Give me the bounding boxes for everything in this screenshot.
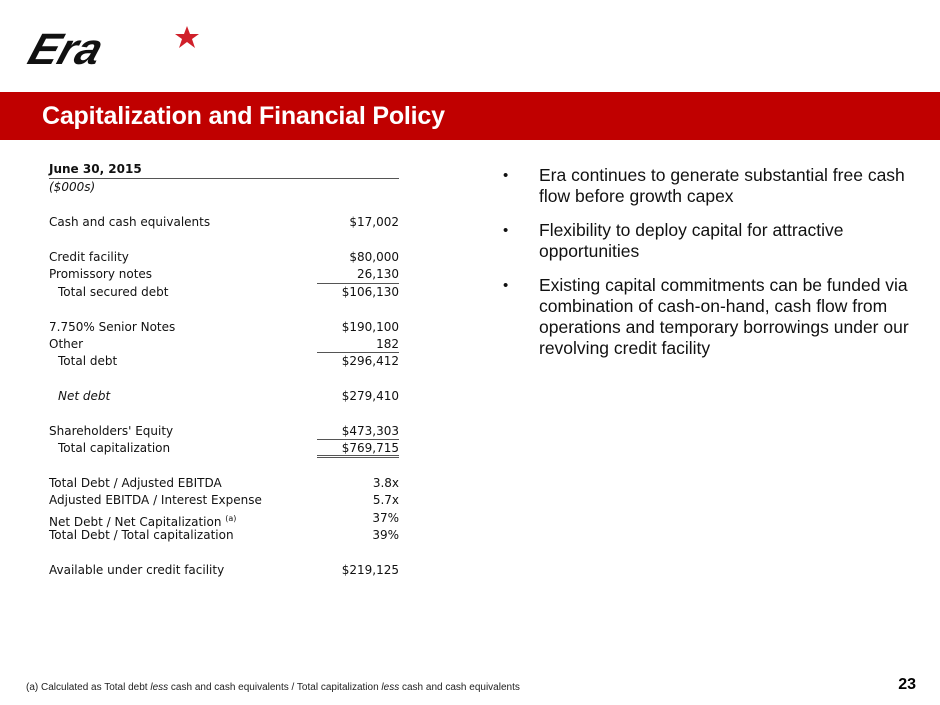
- table-row: Net debt $279,410: [58, 389, 399, 404]
- table-row: Available under credit facility $219,125: [49, 562, 399, 577]
- table-row: Shareholders' Equity $473,303: [49, 423, 399, 440]
- era-logo: [24, 20, 204, 72]
- table-row: Total Debt / Adjusted EBITDA 3.8x: [49, 476, 399, 491]
- footnote-marker: (a): [225, 513, 237, 523]
- capitalization-table: [49, 161, 399, 579]
- bullet-icon: •: [503, 167, 509, 184]
- era-logo-icon: [24, 20, 204, 72]
- table-row: Total Debt / Total capitalization 39%: [49, 528, 399, 543]
- table-row: Total debt $296,412: [58, 354, 399, 369]
- bullet-list: [503, 165, 913, 372]
- svg-text:Era: Era: [24, 24, 110, 72]
- table-header-date: June 30, 2015: [49, 161, 399, 179]
- title-bar: [0, 92, 940, 140]
- bullet-icon: •: [503, 277, 509, 294]
- table-row: Promissory notes 26,130: [49, 266, 399, 283]
- table-row: Credit facility $80,000: [49, 249, 399, 264]
- table-row: 7.750% Senior Notes $190,100: [49, 319, 399, 334]
- bullet-item: • Existing capital commitments can be funded via combination of cash-on-hand, cash flow from operations and temporary borrowings under our revolving credit facility: [503, 275, 909, 358]
- table-row: Cash and cash equivalents $17,002: [49, 215, 399, 230]
- table-row: Adjusted EBITDA / Interest Expense 5.7x: [49, 493, 399, 508]
- table-row: Total secured debt $106,130: [58, 284, 399, 299]
- bullet-item: • Era continues to generate substantial free cash flow before growth capex: [503, 165, 905, 206]
- bullet-item: • Flexibility to deploy capital for attractive opportunities: [503, 220, 844, 261]
- table-row: Total capitalization $769,715: [49, 440, 399, 457]
- footnote: (a) Calculated as Total debt less cash and cash equivalents / Total capitalization less cash and cash equivalents: [26, 682, 520, 693]
- bullet-icon: •: [503, 222, 509, 239]
- table-row: Other 182: [49, 336, 399, 353]
- table-row: Net Debt / Net Capitalization $^{(a)}$ 37%: [49, 510, 399, 529]
- page-title: Capitalization and Financial Policy: [42, 102, 445, 130]
- page-number: 23: [898, 676, 916, 693]
- table-units: ($000s): [49, 180, 96, 195]
